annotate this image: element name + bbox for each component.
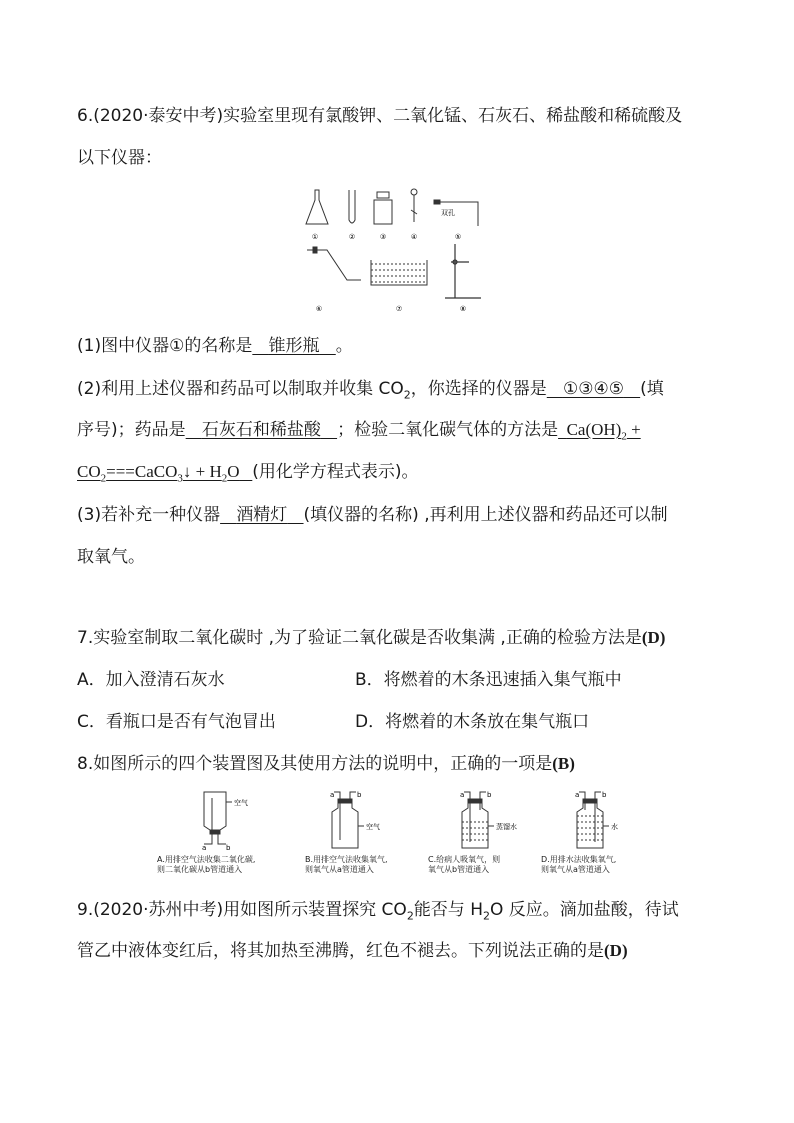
q8-caption-d: D.用排水法收集氧气, 则氧气从a管道通入 (541, 855, 617, 874)
apparatus-label-2: ② (348, 233, 356, 241)
q7-option-c: C．看瓶口是否有气泡冒出 (77, 712, 276, 732)
double-hole-label: 双孔 (441, 209, 455, 217)
svg-text:a: a (575, 791, 580, 799)
q6-part2-instrument-answer: ①③④⑤ (562, 379, 624, 399)
water-trough-icon (371, 260, 427, 285)
apparatus-label-5: ⑤ (454, 233, 462, 241)
q6-part3-line1: (3)若补充一种仪器 酒精灯 (填仪器的名称) ,再利用上述仪器和药品还可以制 (77, 505, 668, 525)
apparatus-label-3: ③ (379, 233, 387, 241)
q8-device-d (565, 790, 645, 852)
svg-text:水: 水 (611, 823, 618, 831)
svg-text:空气: 空气 (366, 823, 380, 831)
q8-caption-a: A.用排空气法收集二氧化碳, 则二氧化碳从b管道通入 (157, 855, 256, 874)
apparatus-figure-row2 (305, 240, 495, 315)
conical-flask-icon (306, 190, 328, 224)
q7-option-b: B．将燃着的木条迅速插入集气瓶中 (355, 670, 622, 690)
apparatus-label-8: ⑧ (459, 305, 467, 313)
apparatus-figure-row1 (300, 186, 500, 246)
q6-stem-line2: 以下仪器： (77, 148, 162, 168)
q9-stem-line2: 管乙中液体变红后，将其加热至沸腾，红色不褪去。下列说法正确的是(D) (77, 941, 628, 961)
q6-part1-text: (1)图中仪器①的名称是 (77, 336, 253, 356)
q8-answer: (B) (552, 754, 575, 773)
q8-caption-c: C.给病人吸氧气，则 氧气从b管道通入 (428, 855, 501, 874)
apparatus-label-6: ⑥ (315, 305, 323, 313)
svg-text:蒸馏水: 蒸馏水 (496, 823, 517, 831)
q6-part2-reagent-answer: 石灰石和稀盐酸 (201, 420, 321, 440)
q8-device-b (320, 790, 390, 852)
q6-part2-line3: $CO_2===CaCO_3↓ + H_2O$ (用化学方程式表示)。 (77, 462, 419, 485)
q6-part2-equation-part2: $CO_2===CaCO_3↓ + H_2O$ (77, 462, 240, 485)
q7-answer: (D) (641, 628, 666, 647)
q6-part2-equation-part1: $Ca(OH)_2$ + (566, 420, 641, 443)
apparatus-label-1: ① (311, 233, 319, 241)
long-funnel-icon (411, 189, 417, 222)
svg-text:a: a (460, 791, 465, 799)
apparatus-label-7: ⑦ (395, 305, 403, 313)
q7-stem: 7.实验室制取二氧化碳时 ,为了验证二氧化碳是否收集满 ,正确的检验方法是(D) (77, 628, 666, 648)
q8-device-c (450, 790, 540, 852)
q6-part1-answer: 锥形瓶 (268, 336, 320, 356)
svg-text:b: b (357, 791, 362, 799)
apparatus-label-4: ④ (410, 233, 418, 241)
q7-option-d: D．将燃着的木条放在集气瓶口 (355, 712, 590, 732)
q9-answer: (D) (604, 941, 628, 960)
q8-caption-b: B.用排空气法收集氧气, 则氧气从a管道通入 (305, 855, 388, 874)
q6-part2-line2: 序号)；药品是 石灰石和稀盐酸 ；检验二氧化碳气体的方法是 $Ca(OH)_2$ + (77, 420, 641, 443)
svg-text:b: b (602, 791, 607, 799)
gas-jar-icon (374, 192, 392, 224)
q9-stem-line1: 9.(2020·苏州中考)用如图所示装置探究 $CO_2$能否与 $H_2O$ 反应。滴加盐酸，待试 (77, 900, 679, 923)
q6-part1: (1)图中仪器①的名称是 锥形瓶 。 (77, 336, 353, 356)
q8-stem: 8.如图所示的四个装置图及其使用方法的说明中，正确的一项是(B) (77, 754, 575, 774)
test-tube-icon (349, 190, 355, 223)
svg-text:a: a (330, 791, 335, 799)
q6-part2-line1: (2)利用上述仪器和药品可以制取并收集 $CO_2$，你选择的仪器是 ①③④⑤ (填 (77, 379, 664, 402)
svg-text:a: a (202, 844, 207, 852)
svg-text:b: b (487, 791, 492, 799)
svg-text:b: b (226, 844, 231, 852)
q6-stem-line1: 6.(2020·泰安中考)实验室里现有氯酸钾、二氧化锰、石灰石、稀盐酸和稀硫酸及 (77, 106, 683, 126)
q6-part3-line2: 取氧气。 (77, 547, 145, 567)
q7-option-a: A．加入澄清石灰水 (77, 670, 225, 690)
svg-text:空气: 空气 (234, 799, 248, 807)
q6-part3-answer: 酒精灯 (236, 505, 288, 525)
iron-stand-icon (445, 244, 481, 298)
q8-device-a (190, 790, 270, 852)
delivery-tube-icon (307, 247, 361, 280)
